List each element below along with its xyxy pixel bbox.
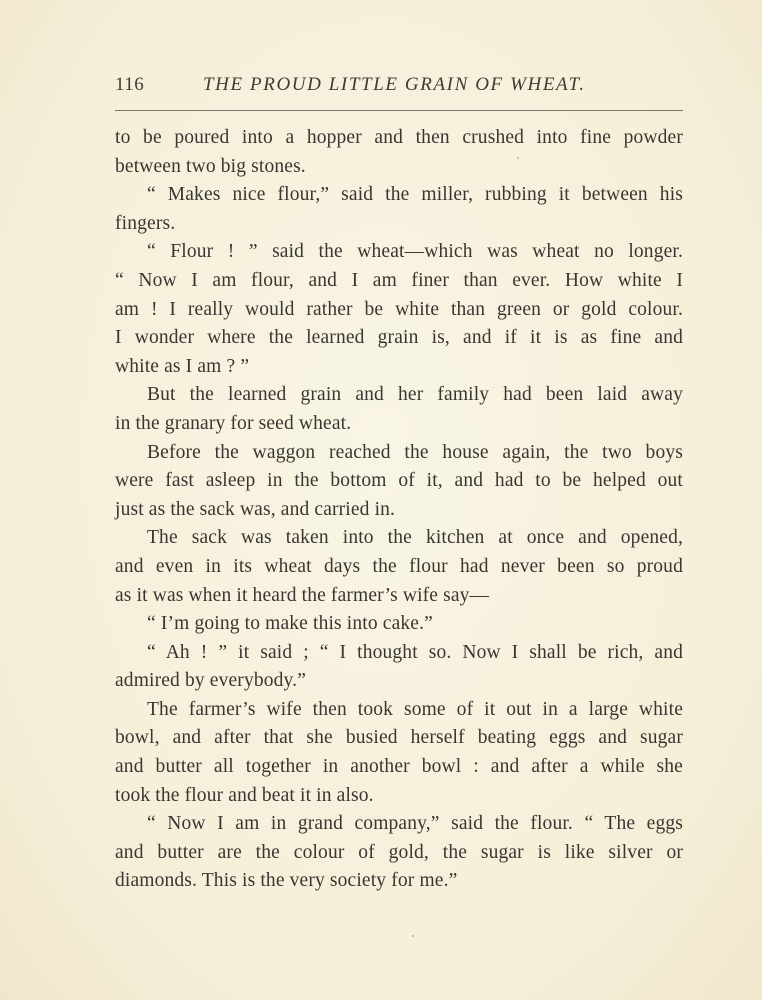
text-line: just as the sack was, and carried in. [115,498,396,520]
text-line: am ! I really would rather be white than green or gold colour. [115,298,683,320]
text-line: between two big stones. [115,155,306,177]
text-line: in the granary for seed wheat. [115,412,352,434]
header-rule [115,110,683,111]
text-line: and even in its wheat days the flour had never been so proud [115,555,683,577]
text-line: white as I am ? ” [115,355,250,377]
text-line: admired by everybody.” [115,670,307,692]
text-line: “ I’m going to make this into cake.” [147,613,433,635]
text-line: “ Now I am in grand company,” said the flour. “ The eggs [147,813,683,835]
text-line: were fast asleep in the bottom of it, and had to be helped out [115,470,683,492]
text-line: “ Ah ! ” it said ; “ I thought so. Now I shall be rich, and [147,641,683,663]
paper-speck [412,935,414,937]
body-text [115,124,683,896]
page-number: 116 [115,74,145,95]
text-line: took the flour and beat it in also. [115,784,374,806]
text-line: to be poured into a hopper and then crushed into fine powder [115,127,683,148]
text-line: and butter all together in another bowl : and after a while she [115,756,683,778]
text-line: Before the waggon reached the house again, the two boys [147,441,683,463]
text-line: fingers. [115,212,176,234]
running-header [115,74,685,104]
text-line: I wonder where the learned grain is, and if it is as fine and [115,327,683,349]
text-line: “ Makes nice flour,” said the miller, rubbing it between his [147,184,683,206]
text-line: The sack was taken into the kitchen at once and opened, [147,527,683,549]
text-line: “ Flour ! ” said the wheat—which was wheat no longer. [147,241,683,263]
paper-speck [517,157,519,159]
text-line: The farmer’s wife then took some of it out in a large white [147,698,683,720]
text-line: bowl, and after that she busied herself beating eggs and sugar [115,727,683,749]
text-line: and butter are the colour of gold, the sugar is like silver or [115,841,683,863]
text-line: But the learned grain and her family had been laid away [147,384,683,406]
text-line: diamonds. This is the very society for me.” [115,870,458,892]
text-line: “ Now I am flour, and I am finer than ever. How white I [115,269,683,291]
text-line: as it was when it heard the farmer’s wife say— [115,584,490,606]
running-title: THE PROUD LITTLE GRAIN OF WHEAT. [203,74,586,95]
